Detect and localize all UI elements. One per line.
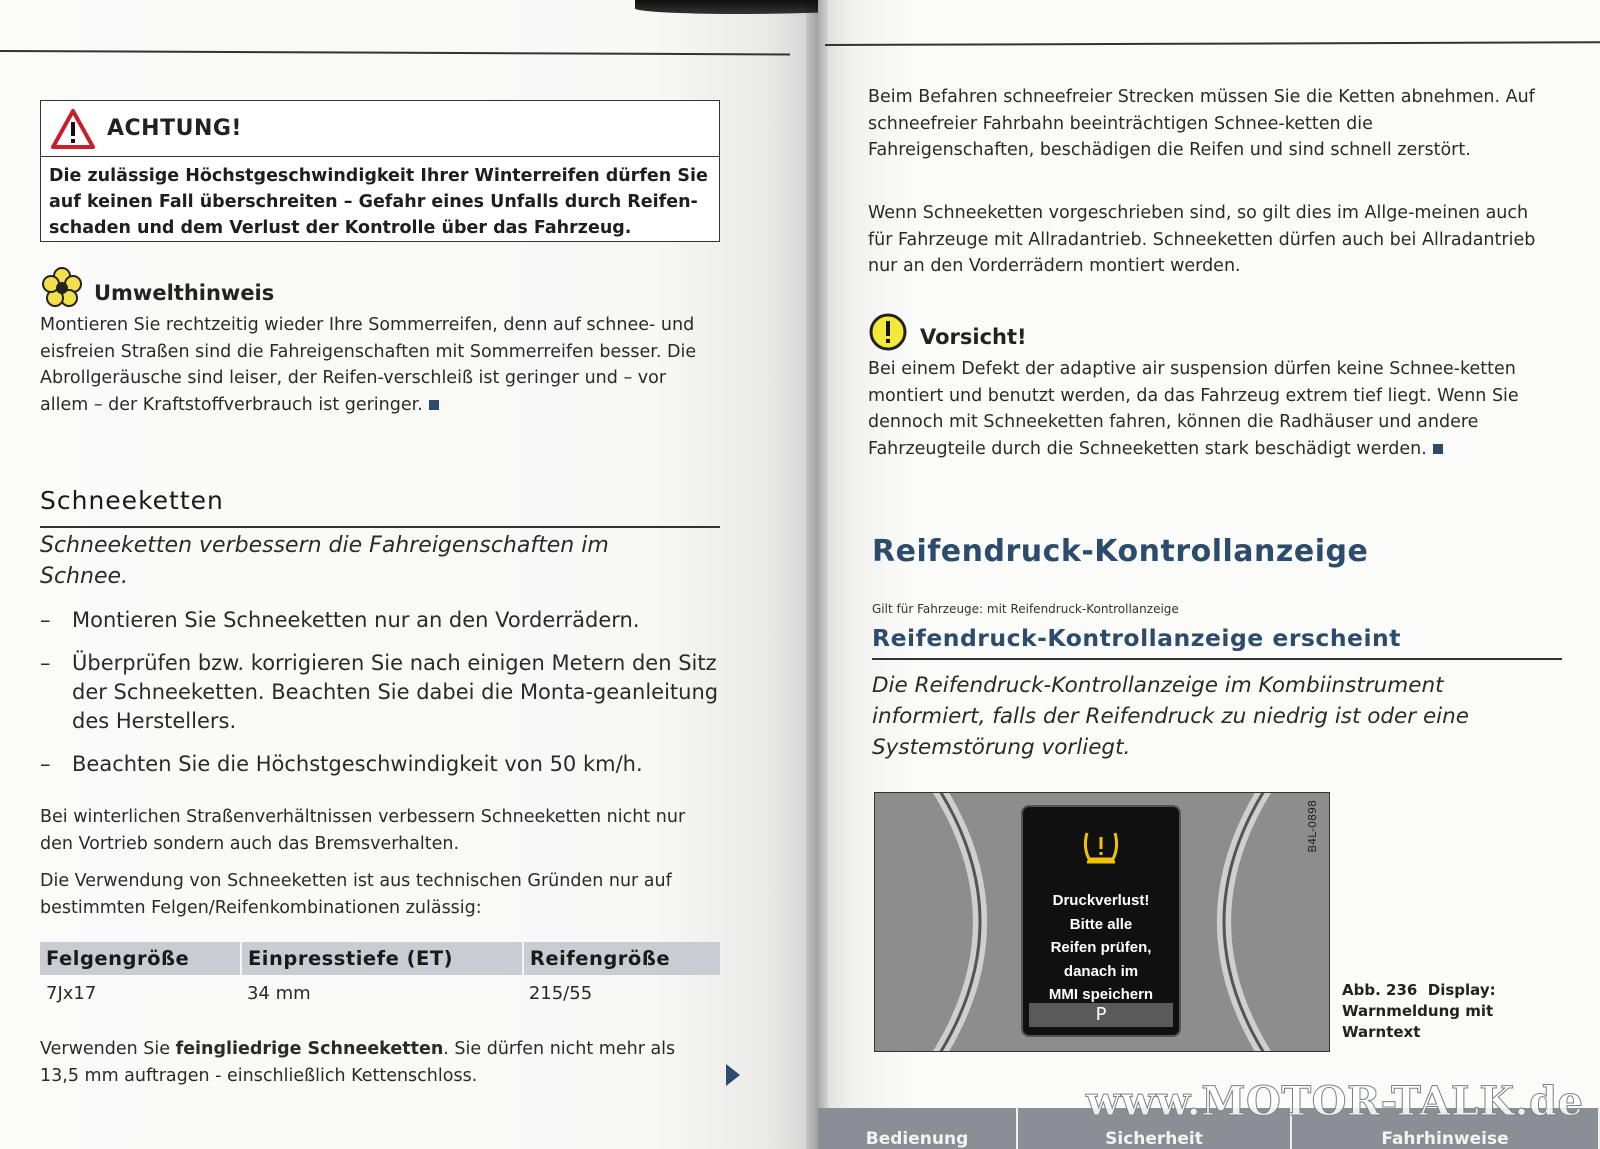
column-header: Einpresstiefe (ET) [241, 942, 523, 975]
section-lead: Schneeketten verbessern die Fahreigenschaften im Schnee. [40, 533, 609, 589]
paragraph-remove-chains: Beim Befahren schneefreier Strecken müssen Sie die Ketten abnehmen. Auf schneefreier Fahrbahn beeinträchtigen Schnee-ketten die Fahreigenschaften, beschädigen die Reifen und sind schnell zerstört. [868, 87, 1535, 160]
table-header-row [40, 942, 720, 975]
top-rule [0, 50, 790, 55]
env-note-header [40, 266, 274, 310]
caution-header [868, 312, 1027, 352]
tab-bedienung[interactable]: Bedienung [818, 1108, 1018, 1149]
exclamation-circle-icon [868, 312, 908, 352]
figure-caption: Abb. 236 Display: Warnmeldung mit Warntext [1342, 981, 1496, 1041]
warning-text: Die zulässige Höchstgeschwindigkeit Ihrer Winterreifen dürfen Sie auf keinen Fall überschreiten – Gefahr eines Unfalls durch Reifen-schaden und dem Verlust der Kontrolle über das Fahrzeug. [49, 166, 708, 238]
subheading: Reifendruck-Kontrollanzeige erscheint [872, 624, 1402, 652]
env-note-text: Montieren Sie rechtzeitig wieder Ihre Sommerreifen, denn auf schnee- und eisfreien Straßen sind die Fahreigenschaften mit Sommerreifen besser. Die Abrollgeräusche sind leiser, der Reifen-verschleiß ist geringer und – vor allem – der Kraftstoffverbrauch ist geringer. [40, 315, 697, 415]
caution-text: Bei einem Defekt der adaptive air suspension dürfen keine Schnee-ketten montiert und benutzt werden, da das Fahrzeug extrem tief liegt. Wenn Sie dennoch mit Schneeketten fahren, können die Radhäuser und andere Fahrzeugteile durch die Schneeketten stark beschädigt werden. [868, 359, 1519, 459]
tire-pressure-icon [1081, 829, 1121, 865]
page-corner-shadow [635, 0, 818, 14]
spec-table [40, 942, 720, 1012]
end-mark-icon [1433, 444, 1443, 454]
warning-header [41, 101, 719, 157]
tab-fahrhinweise[interactable]: Fahrhinweise [1292, 1108, 1600, 1149]
subheading-rule [872, 658, 1562, 660]
paragraph-awd: Wenn Schneeketten vorgeschrieben sind, so gilt dies im Allge-meinen auch für Fahrzeuge mit Allradantrieb. Schneeketten dürfen auch bei Allradantrieb nur an den Vorderrädern montiert werden. [868, 203, 1536, 276]
warning-box [40, 100, 720, 242]
list-item: – Beachten Sie die Höchstgeschwindigkeit von 50 km/h. [40, 750, 720, 779]
display-message: Druckverlust! Bitte alle Reifen prüfen, danach im MMI speichern [1048, 892, 1154, 1003]
paragraph-winter: Bei winterlichen Straßenverhältnissen verbessern Schneeketten nicht nur den Vortrieb sondern auch das Bremsverhalten. [40, 807, 686, 854]
env-note-title: Umwelthinweis [94, 281, 275, 305]
applies-note: Gilt für Fahrzeuge: mit Reifendruck-Kontrollanzeige [872, 602, 1179, 616]
paragraph-chains: Verwenden Sie feingliedrige Schneeketten. Sie dürfen nicht mehr als 13,5 mm auftragen - einschließlich Kettenschloss. [40, 1039, 676, 1086]
table-cell: 215/55 [528, 983, 593, 1004]
instruction-list [40, 606, 720, 793]
warning-display [1021, 805, 1181, 1037]
list-item: – Montieren Sie Schneeketten nur an den Vorderrädern. [40, 606, 720, 635]
caution-title: Vorsicht! [920, 325, 1027, 349]
paragraph-rims: Die Verwendung von Schneeketten ist aus technischen Gründen nur auf bestimmten Felgen/Reifenkombinationen zulässig: [40, 871, 672, 918]
gear-indicator: P [1029, 1003, 1173, 1027]
figure-code: B4L-0898 [1306, 800, 1319, 853]
table-cell: 7Jx17 [46, 983, 97, 1004]
table-row [40, 975, 720, 1012]
end-mark-icon [429, 400, 439, 410]
page-heading: Reifendruck-Kontrollanzeige [872, 534, 1369, 569]
table-cell: 34 mm [246, 983, 311, 1004]
flower-icon [40, 266, 84, 310]
watermark: www.MOTOR-TALK.de [1086, 1078, 1584, 1125]
subheading-lead: Die Reifendruck-Kontrollanzeige im Kombiinstrument informiert, falls der Reifendruck zu niedrig ist oder eine Systemstörung vorliegt. [872, 673, 1470, 760]
tab-sicherheit[interactable]: Sicherheit [1018, 1108, 1292, 1149]
continue-arrow-icon [726, 1064, 740, 1086]
warning-title: ACHTUNG! [107, 116, 242, 141]
section-rule [40, 526, 720, 528]
warning-triangle-icon [51, 109, 95, 149]
book-spine [806, 0, 828, 1149]
section-title: Schneeketten [40, 486, 224, 515]
column-header: Reifengröße [523, 942, 720, 975]
list-item: – Überprüfen bzw. korrigieren Sie nach einigen Metern den Sitz der Schneeketten. Beachten Sie dabei die Monta-geanleitung des Herstellers. [40, 649, 720, 736]
figure-display [874, 792, 1330, 1052]
column-header: Felgengröße [40, 942, 241, 975]
